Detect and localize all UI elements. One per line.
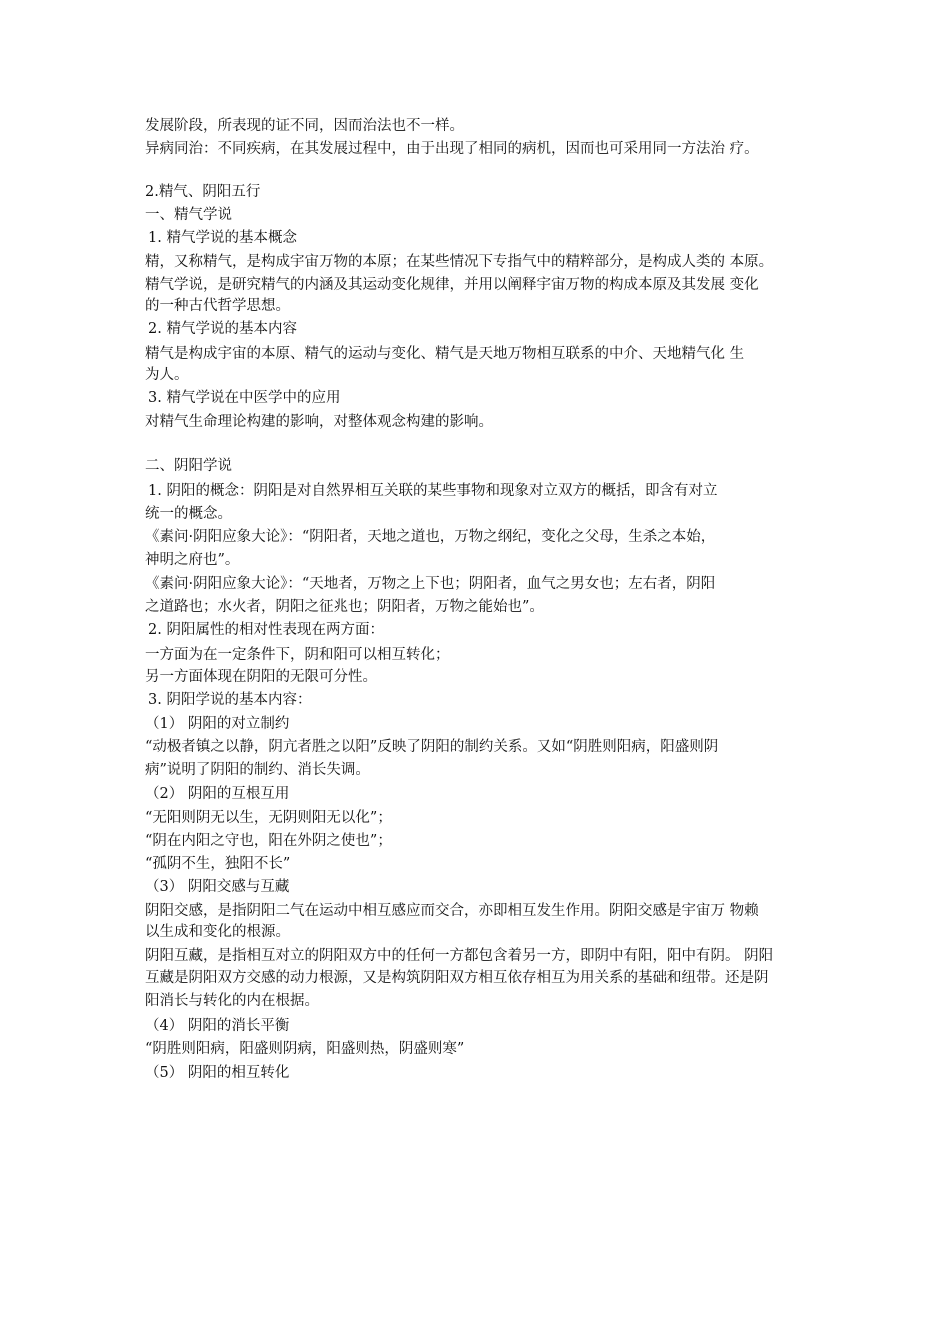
section-heading: 2.精气、阴阳五行: [145, 184, 261, 200]
paragraph-line: 精，又称精气，是构成宇宙万物的本原；在某些情况下专指气中的精粹部分，是构成人类的 本原。: [145, 254, 774, 270]
section-heading: 一、精气学说: [145, 207, 232, 223]
paragraph-line: 阴阳交感，是指阴阳二气在运动中相互感应而交合，亦即相互发生作用。阴阳交感是宇宙万 物赖: [145, 903, 759, 919]
subsection-heading: 2. 精气学说的基本内容: [148, 321, 297, 337]
list-heading: （5） 阴阳的相互转化: [145, 1065, 290, 1081]
list-heading: （4） 阴阳的消长平衡: [145, 1018, 290, 1034]
list-heading: （1） 阴阳的对立制约: [145, 716, 290, 732]
quote-line: 《素问·阴阳应象大论》：“阴阳者，天地之道也，万物之纲纪，变化之父母，生杀之本始，: [145, 529, 716, 545]
paragraph-line: 对精气生命理论构建的影响，对整体观念构建的影响。: [145, 414, 493, 430]
paragraph-line: 阴阳互藏，是指相互对立的阴阳双方中的任何一方都包含着另一方，即阴中有阳，阳中有阴。 阴阳: [145, 948, 774, 964]
paragraph-line: 另一方面体现在阴阳的无限可分性。: [145, 669, 377, 685]
list-heading: （3） 阴阳交感与互藏: [145, 879, 290, 895]
section-heading: 二、阴阳学说: [145, 458, 232, 474]
subsection-heading: 2. 阴阳属性的相对性表现在两方面：: [148, 622, 384, 638]
subsection-heading: 3. 阴阳学说的基本内容：: [148, 692, 312, 708]
subsection-heading: 3. 精气学说在中医学中的应用: [148, 390, 341, 406]
paragraph-line: 病”说明了阴阳的制约、消长失调。: [145, 762, 370, 778]
paragraph-line: “动极者镇之以静，阴亢者胜之以阳”反映了阴阳的制约关系。又如“阴胜则阳病，阳盛则阴: [145, 739, 719, 755]
paragraph-line: 精气学说，是研究精气的内涵及其运动变化规律，并用以阐释宇宙万物的构成本原及其发展 变化: [145, 277, 759, 293]
paragraph-line: 一方面为在一定条件下，阴和阳可以相互转化；: [145, 647, 450, 663]
subsection-heading: 1. 精气学说的基本概念: [148, 230, 297, 246]
quote-line: 《素问·阴阳应象大论》：“天地者，万物之上下也；阴阳者，血气之男女也；左右者，阴阳: [145, 576, 716, 592]
quote-line: “无阳则阴无以生，无阴则阳无以化”；: [145, 810, 392, 826]
paragraph-line: 异病同治：不同疾病，在其发展过程中，由于出现了相同的病机，因而也可采用同一方法治 疗。: [145, 141, 759, 157]
paragraph-line: 统一的概念。: [145, 506, 232, 522]
quote-line: “阴在内阳之守也，阳在外阴之使也”；: [145, 833, 392, 849]
paragraph-line: 阳消长与转化的内在根据。: [145, 993, 319, 1009]
quote-line: 神明之府也”。: [145, 552, 240, 568]
paragraph-line: 发展阶段，所表现的证不同，因而治法也不一样。: [145, 118, 464, 134]
paragraph-line: 以生成和变化的根源。: [145, 924, 290, 940]
paragraph-line: 的一种古代哲学思想。: [145, 298, 290, 314]
paragraph-line: 精气是构成宇宙的本原、精气的运动与变化、精气是天地万物相互联系的中介、天地精气化 生: [145, 346, 745, 362]
quote-line: “孤阴不生，独阳不长”: [145, 856, 291, 872]
list-heading: （2） 阴阳的互根互用: [145, 786, 290, 802]
paragraph-line: 为人。: [145, 367, 189, 383]
paragraph-line: 互藏是阴阳双方交感的动力根源，又是构筑阴阳双方相互依存相互为用关系的基础和纽带。还是阴: [145, 970, 769, 986]
quote-line: 之道路也；水火者，阴阳之征兆也；阴阳者，万物之能始也”。: [145, 599, 544, 615]
subsection-heading: 1. 阴阳的概念：阴阳是对自然界相互关联的某些事物和现象对立双方的概括，即含有对立: [148, 483, 718, 499]
quote-line: “阴胜则阳病，阳盛则阴病，阳盛则热，阴盛则寒”: [145, 1041, 465, 1057]
